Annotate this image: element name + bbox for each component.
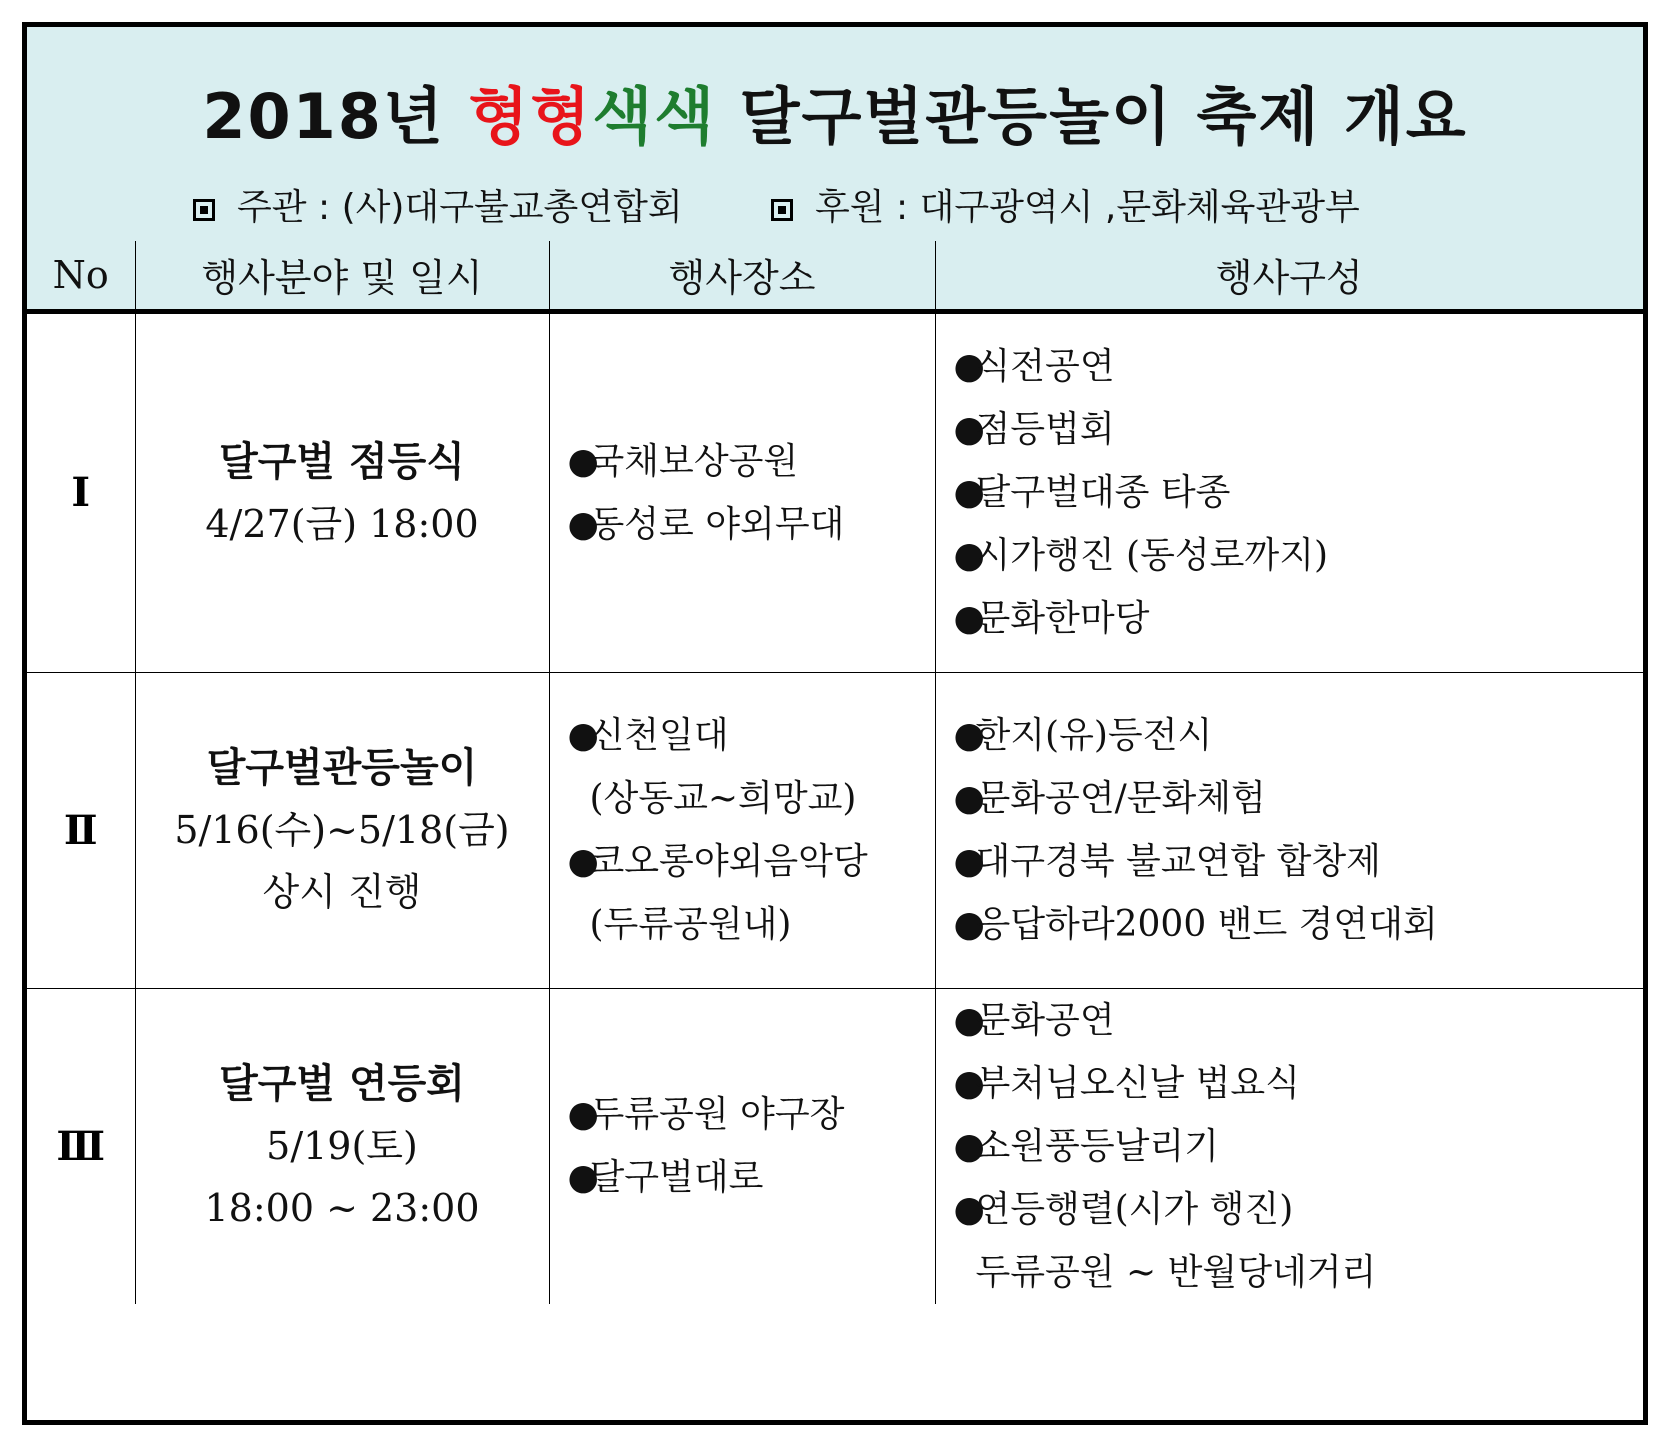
list-item: ●달구벌대종 타종 [954, 461, 1644, 524]
program-cell [935, 988, 1643, 1304]
event-cell [135, 988, 549, 1304]
sponsor-label: 후원 : 대구광역시 ,문화체육관광부 [815, 187, 1360, 228]
list-item: ●연등행렬(시가 행진) [954, 1178, 1644, 1241]
event-date: 5/19(토) [266, 1124, 418, 1168]
bullet-icon: ● [953, 715, 985, 756]
program-cell [935, 672, 1643, 988]
event-name: 달구벌 연등회 [219, 1061, 465, 1107]
bullet-icon: ● [953, 1188, 985, 1230]
program-cell [935, 311, 1643, 672]
list-item: ●신천일대 [568, 704, 935, 767]
bullet-icon: ● [567, 841, 599, 882]
sponsor-info [771, 179, 1360, 230]
bullet-icon: ● [953, 999, 985, 1041]
event-name: 달구벌 점등식 [219, 438, 465, 485]
table-row [27, 988, 1643, 1304]
row-number: I [27, 311, 135, 672]
event-cell [135, 672, 549, 988]
bullet-icon: ● [953, 841, 985, 882]
bullet-icon: ● [953, 598, 985, 639]
list-item: ●식전공연 [954, 335, 1644, 398]
list-item-continuation: (두류공원내) [589, 904, 792, 945]
list-item-continuation: 두류공원 ~ 반월당네거리 [975, 1251, 1377, 1293]
list-item: ●응답하라2000 밴드 경연대회 [954, 893, 1644, 956]
row-number: Ⅲ [27, 988, 135, 1304]
bullet-icon: ● [953, 904, 985, 945]
venue-cell [549, 311, 935, 672]
list-item: ●달구벌대로 [568, 1146, 935, 1209]
list-item: ●코오롱야외음악당 [568, 830, 935, 893]
list-item-continuation: (상동교~희망교) [589, 778, 857, 819]
title-red-word: 형형 [468, 80, 593, 153]
square-bullet-icon [771, 199, 793, 221]
event-note: 상시 진행 [262, 870, 422, 914]
page-title [27, 67, 1643, 156]
title-suffix: 달구벌관등놀이 축제 개요 [716, 80, 1468, 153]
list-item: ●부처님오신날 법요식 [954, 1052, 1644, 1115]
host-label: 주관 : (사)대구불교총연합회 [237, 187, 683, 228]
header-panel [27, 27, 1643, 245]
venue-cell [549, 672, 935, 988]
event-date: 5/16(수)~5/18(금) [174, 808, 510, 852]
list-item: ●시가행진 (동성로까지) [954, 524, 1644, 587]
col-header-program: 행사구성 [935, 241, 1643, 311]
event-table [27, 241, 1643, 1304]
table-row [27, 311, 1643, 672]
square-bullet-icon [193, 199, 215, 221]
list-item: ●문화한마당 [954, 587, 1644, 650]
bullet-icon: ● [953, 409, 985, 450]
title-green-word: 색색 [592, 80, 717, 153]
bullet-icon: ● [567, 503, 599, 545]
host-info [193, 179, 683, 230]
organizer-line [27, 179, 1643, 229]
bullet-icon: ● [567, 715, 599, 756]
bullet-icon: ● [567, 440, 599, 482]
row-number: Ⅱ [27, 672, 135, 988]
table-header-row [27, 241, 1643, 311]
bullet-icon: ● [953, 535, 985, 576]
title-prefix: 2018년 [202, 80, 469, 153]
bullet-icon: ● [953, 346, 985, 387]
list-item: ●한지(유)등전시 [954, 704, 1644, 767]
bullet-icon: ● [567, 1094, 599, 1135]
table-row [27, 672, 1643, 988]
event-date: 4/27(금) 18:00 [205, 501, 479, 546]
col-header-event: 행사분야 및 일시 [135, 241, 549, 311]
list-item: ●두류공원 야구장 [568, 1083, 935, 1146]
bullet-icon: ● [953, 1062, 985, 1104]
festival-overview-sheet [22, 22, 1648, 1425]
bullet-icon: ● [953, 778, 985, 819]
event-cell [135, 311, 549, 672]
list-item: ●점등법회 [954, 398, 1644, 461]
event-time: 18:00 ~ 23:00 [204, 1186, 480, 1230]
venue-cell [549, 988, 935, 1304]
list-item: ●국채보상공원 [568, 430, 935, 493]
list-item: ●소원풍등날리기 [954, 1115, 1644, 1178]
bullet-icon: ● [953, 472, 985, 513]
col-header-no: No [27, 241, 135, 311]
list-item: ●문화공연 [954, 989, 1644, 1052]
bullet-icon: ● [567, 1157, 599, 1198]
col-header-venue: 행사장소 [549, 241, 935, 311]
bullet-icon: ● [953, 1125, 985, 1167]
list-item: ●문화공연/문화체험 [954, 767, 1644, 830]
list-item: ●대구경북 불교연합 합창제 [954, 830, 1644, 893]
event-name: 달구벌관등놀이 [206, 745, 478, 791]
list-item: ●동성로 야외무대 [568, 493, 935, 556]
